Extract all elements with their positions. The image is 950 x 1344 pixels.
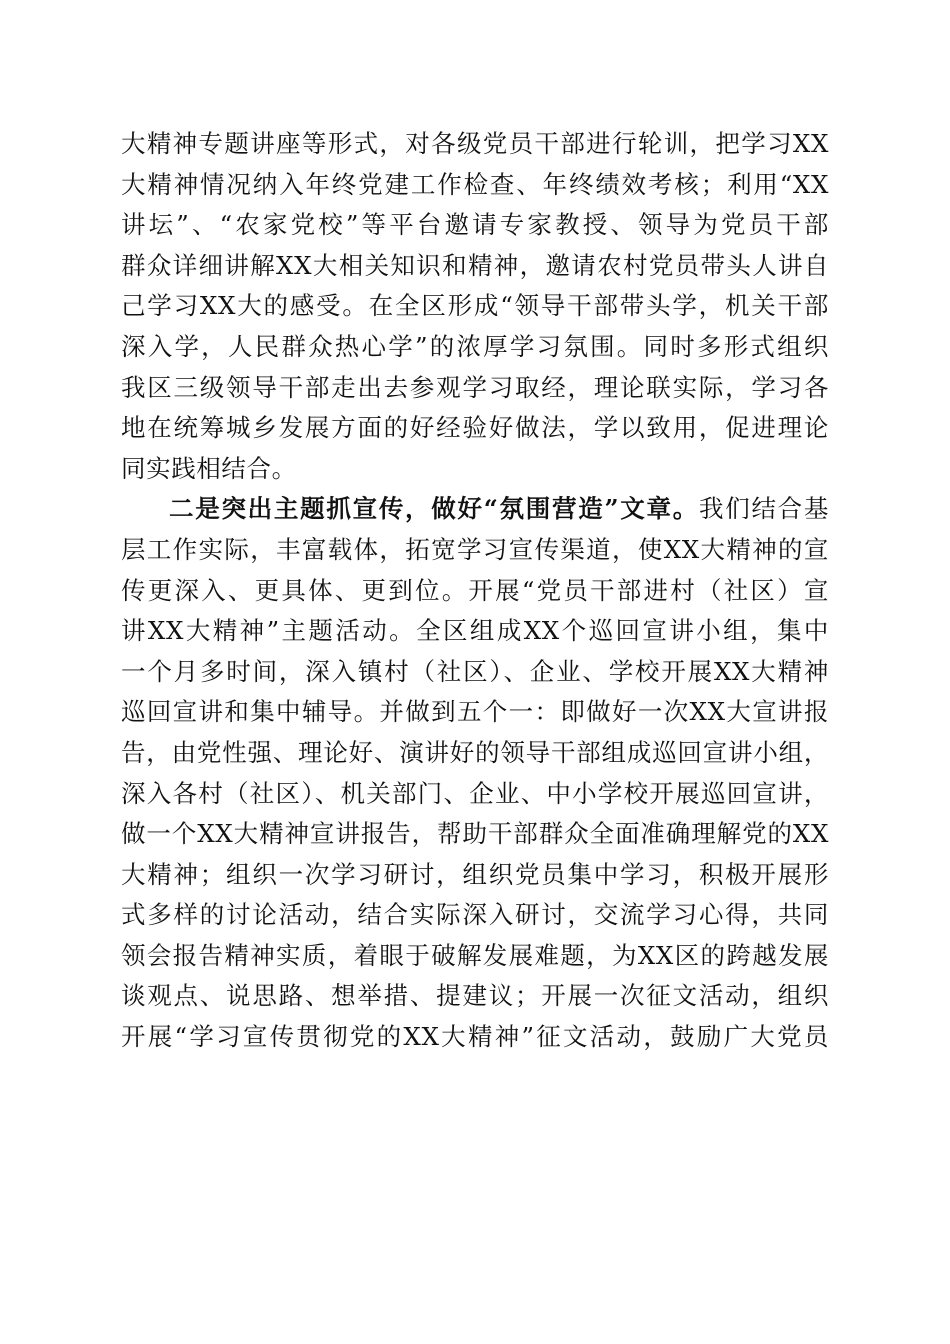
text-line: 大精神专题讲座等形式，对各级党员干部进行轮训，把学习XX bbox=[121, 129, 829, 158]
text-line: 式多样的讨论活动，结合实际深入研讨，交流学习心得，共同 bbox=[121, 900, 829, 930]
text-fragment: 我们结合基 bbox=[698, 494, 829, 524]
text-line: 大精神情况纳入年终党建工作检查、年终绩效考核；利用“XX bbox=[121, 169, 829, 199]
text-line: 谈观点、说思路、想举措、提建议；开展一次征文活动，组织 bbox=[121, 981, 829, 1011]
text-line: 一个月多时间，深入镇村（社区）、企业、学校开展XX大精神 bbox=[121, 656, 829, 686]
text-line: 群众详细讲解XX大相关知识和精神，邀请农村党员带头人讲自 bbox=[121, 250, 829, 280]
text-line: 己学习XX大的感受。在全区形成“领导干部带头学，机关干部 bbox=[121, 291, 829, 321]
paragraph-heading-line bbox=[121, 489, 829, 530]
text-line: 深入学，人民群众热心学”的浓厚学习氛围。同时多形式组织 bbox=[121, 331, 829, 361]
paragraph-heading: 二是突出主题抓宣传，做好“氛围营造”文章。 bbox=[169, 494, 699, 524]
text-line: 开展“学习宣传贯彻党的XX大精神”征文活动，鼓励广大党员 bbox=[121, 1022, 829, 1052]
text-line: 深入各村（社区）、机关部门、企业、中小学校开展巡回宣讲， bbox=[121, 778, 829, 808]
text-line: 做一个XX大精神宣讲报告，帮助干部群众全面准确理解党的XX bbox=[121, 819, 829, 849]
text-line: 巡回宣讲和集中辅导。并做到五个一：即做好一次XX大宣讲报 bbox=[121, 697, 829, 727]
text-line: 我区三级领导干部走出去参观学习取经，理论联实际，学习各 bbox=[121, 372, 829, 402]
text-line: 领会报告精神实质，着眼于破解发展难题，为XX区的跨越发展 bbox=[121, 940, 829, 970]
text-line: 大精神；组织一次学习研讨，组织党员集中学习，积极开展形 bbox=[121, 859, 829, 889]
text-line: 同实践相结合。 bbox=[121, 453, 297, 483]
document-body bbox=[121, 124, 829, 1058]
text-line: 讲坛”、“农家党校”等平台邀请专家教授、领导为党员干部 bbox=[121, 210, 829, 240]
text-line: 地在统筹城乡发展方面的好经验好做法，学以致用，促进理论 bbox=[121, 413, 829, 443]
text-line: 传更深入、更具体、更到位。开展“党员干部进村（社区）宣 bbox=[121, 575, 829, 605]
text-line: 告，由党性强、理论好、演讲好的领导干部组成巡回宣讲小组， bbox=[121, 737, 829, 767]
text-line: 讲XX大精神”主题活动。全区组成XX个巡回宣讲小组，集中 bbox=[121, 616, 829, 646]
text-line: 层工作实际，丰富载体，拓宽学习宣传渠道，使XX大精神的宣 bbox=[121, 534, 829, 564]
